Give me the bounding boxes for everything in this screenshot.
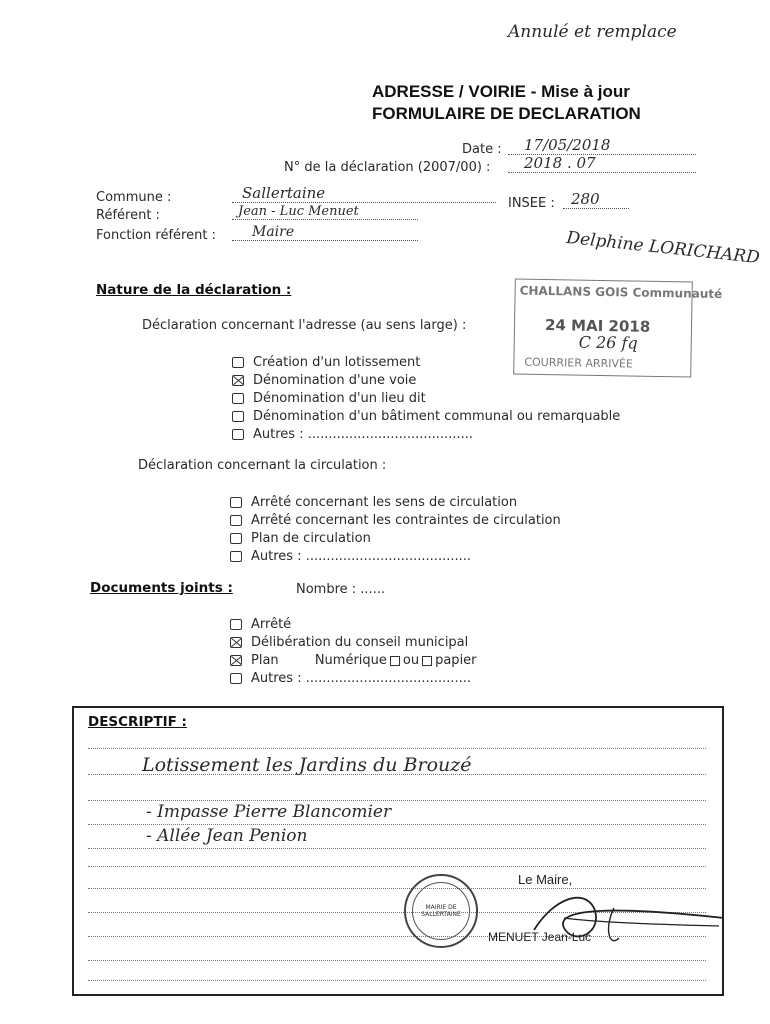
checkbox[interactable] bbox=[232, 429, 244, 440]
fonction-label: Fonction référent : bbox=[96, 228, 216, 243]
document-option-autres[interactable]: Autres : ........................................ bbox=[230, 670, 477, 688]
checkbox[interactable] bbox=[230, 533, 242, 544]
adresse-options bbox=[232, 354, 620, 444]
checkbox[interactable] bbox=[230, 673, 242, 684]
checkbox-checked[interactable] bbox=[230, 637, 242, 648]
signature-name: MENUET Jean-Luc bbox=[488, 930, 592, 944]
commune-value: Sallertaine bbox=[232, 184, 496, 203]
circulation-options bbox=[230, 494, 561, 566]
stamp-bottom-text: COURRIER ARRIVÉE bbox=[524, 355, 633, 371]
date-label: Date : bbox=[462, 142, 502, 157]
handwritten-name: Delphine LORICHARD bbox=[565, 227, 761, 269]
descriptif-text-2: - Impasse Pierre Blancomier bbox=[146, 802, 392, 822]
documents-heading: Documents joints : bbox=[90, 580, 233, 596]
stamp-date: 24 MAI 2018 bbox=[544, 315, 651, 336]
checkbox-numerique[interactable] bbox=[390, 656, 400, 666]
date-value: 17/05/2018 bbox=[508, 136, 696, 155]
descriptif-line bbox=[88, 980, 706, 981]
circulation-option-contraintes[interactable]: Arrêté concernant les contraintes de circulation bbox=[230, 512, 561, 530]
descriptif-line bbox=[88, 824, 706, 825]
checkbox-checked[interactable] bbox=[232, 375, 244, 386]
circulation-option-plan[interactable]: Plan de circulation bbox=[230, 530, 561, 548]
handwritten-annotation: Annulé et remplace bbox=[508, 22, 677, 42]
referent-label: Référent : bbox=[96, 208, 160, 223]
plan-format-or: ou bbox=[402, 653, 420, 668]
declaration-number-label: N° de la déclaration (2007/00) : bbox=[284, 160, 491, 175]
form-title-line1: ADRESSE / VOIRIE - Mise à jour bbox=[372, 82, 630, 101]
descriptif-line bbox=[88, 748, 706, 749]
descriptif-heading: DESCRIPTIF : bbox=[88, 714, 187, 730]
adresse-option-lieu-dit[interactable]: Dénomination d'un lieu dit bbox=[232, 390, 620, 408]
checkbox[interactable] bbox=[232, 393, 244, 404]
checkbox[interactable] bbox=[230, 619, 242, 630]
referent-value: Jean - Luc Menuet bbox=[232, 204, 418, 220]
descriptif-line bbox=[88, 848, 706, 849]
document-option-arrete[interactable]: Arrêté bbox=[230, 616, 477, 634]
stamp-handnote: C 26 fq bbox=[578, 332, 638, 353]
adresse-option-lotissement[interactable]: Création d'un lotissement bbox=[232, 354, 620, 372]
declaration-number-value: 2018 . 07 bbox=[508, 154, 696, 173]
circulation-intro: Déclaration concernant la circulation : bbox=[138, 458, 387, 473]
plan-format-numerique: Numérique bbox=[314, 653, 387, 668]
fonction-value: Maire bbox=[232, 224, 418, 241]
form-title-line2: FORMULAIRE DE DECLARATION bbox=[372, 104, 641, 123]
checkbox-papier[interactable] bbox=[422, 656, 432, 666]
seal-text: MAIRIE DE SALLERTAINE bbox=[421, 904, 461, 918]
adresse-option-voie[interactable]: Dénomination d'une voie bbox=[232, 372, 620, 390]
checkbox[interactable] bbox=[230, 515, 242, 526]
signature-scribble bbox=[414, 878, 724, 958]
adresse-intro: Déclaration concernant l'adresse (au sens large) : bbox=[142, 318, 467, 333]
checkbox[interactable] bbox=[230, 551, 242, 562]
descriptif-box bbox=[72, 706, 724, 996]
documents-nombre: Nombre : ...... bbox=[296, 582, 386, 597]
checkbox[interactable] bbox=[230, 497, 242, 508]
descriptif-text-1: Lotissement les Jardins du Brouzé bbox=[142, 754, 472, 776]
descriptif-line bbox=[88, 960, 706, 961]
circulation-option-sens[interactable]: Arrêté concernant les sens de circulation bbox=[230, 494, 561, 512]
checkbox[interactable] bbox=[232, 357, 244, 368]
adresse-option-batiment[interactable]: Dénomination d'un bâtiment communal ou remarquable bbox=[232, 408, 620, 426]
insee-label: INSEE : bbox=[508, 196, 555, 211]
signature-title: Le Maire, bbox=[518, 872, 573, 887]
commune-label: Commune : bbox=[96, 190, 172, 205]
plan-format-papier: papier bbox=[435, 653, 477, 668]
descriptif-line bbox=[88, 800, 706, 801]
document-option-plan[interactable]: Plan Numérique ou papier bbox=[230, 652, 477, 670]
insee-value: 280 bbox=[563, 190, 629, 209]
stamp-top-text: CHALLANS GOIS Communauté bbox=[519, 283, 723, 302]
nature-heading: Nature de la déclaration : bbox=[96, 282, 292, 298]
document-option-deliberation[interactable]: Délibération du conseil municipal bbox=[230, 634, 477, 652]
circulation-option-autres[interactable]: Autres : ........................................ bbox=[230, 548, 561, 566]
descriptif-text-3: - Allée Jean Penion bbox=[146, 826, 308, 846]
documents-options bbox=[230, 616, 477, 688]
checkbox-checked[interactable] bbox=[230, 655, 242, 666]
descriptif-line bbox=[88, 866, 706, 867]
checkbox[interactable] bbox=[232, 411, 244, 422]
adresse-option-autres[interactable]: Autres : ........................................ bbox=[232, 426, 620, 444]
